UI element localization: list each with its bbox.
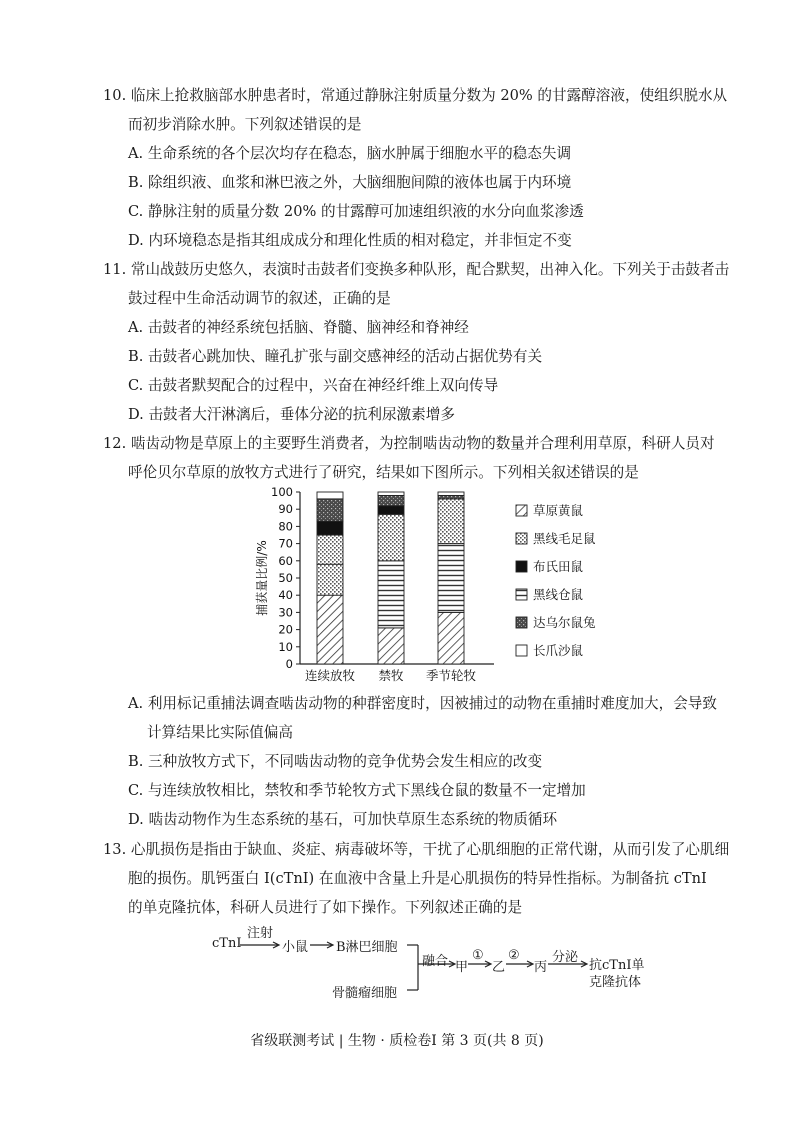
q10-option-b: B. 除组织液、血浆和淋巴液之外，大脑细胞间隙的液体也属于内环境 [128,174,572,191]
flow-bing: 丙 [534,960,548,975]
q13-stem-line2: 胞的损伤。肌钙蛋白 I(cTnI) 在血液中含量上升是心肌损伤的特异性指标。为制备抗 cTnI [128,870,707,887]
q12-option-d: D. 啮齿动物作为生态系统的基石，可加快草原生态系统的物质循环 [128,811,558,828]
bar-segment [378,514,404,560]
legend-label: 黑线毛足鼠 [533,531,596,546]
bar-segment [438,499,464,544]
q10-option-c: C. 静脉注射的质量分数 20% 的甘露醇可加速组织液的水分向血浆渗透 [128,203,584,220]
q12-stem-line1: 12. 啮齿动物是草原上的主要野生消费者，为控制啮齿动物的数量并合理利用草原，科研人员对 [103,435,715,452]
bar-segment [317,492,343,499]
flow-antibody-line2: 克隆抗体 [589,975,642,990]
bar-segment [317,521,343,535]
legend-swatch [516,589,527,600]
y-axis-label: 捕获量比例/% [255,540,269,616]
q12-option-b: B. 三种放牧方式下，不同啮齿动物的竞争优势会发生相应的改变 [128,753,543,770]
bar-segment [438,492,464,495]
legend-swatch [516,561,527,572]
bar-segment [317,499,343,521]
legend-label: 草原黄鼠 [533,503,584,518]
bar-segment [378,492,404,495]
y-tick-label: 20 [278,622,293,637]
q11-option-d: D. 击鼓者大汗淋漓后，垂体分泌的抗利尿激素增多 [128,406,455,423]
legend-swatch [516,533,527,544]
y-tick-label: 60 [278,553,293,568]
q12-option-a-line1: A. 利用标记重捕法调查啮齿动物的种群密度时，因被捕过的动物在重捕时难度加大，会导致 [128,695,717,712]
q11-option-c: C. 击鼓者默契配合的过程中，兴奋在神经纤维上双向传导 [128,377,499,394]
y-tick-label: 80 [278,519,293,534]
q12-option-c: C. 与连续放牧相比，禁牧和季节轮牧方式下黑线仓鼠的数量不一定增加 [128,782,586,799]
q13-stem-line3: 的单克隆抗体，科研人员进行了如下操作。下列叙述正确的是 [128,899,523,916]
flow-step1: ① [472,948,484,963]
legend-label: 布氏田鼠 [533,559,584,574]
q10-stem-line2: 而初步消除水肿。下列叙述错误的是 [128,116,362,133]
flow-jia: 甲 [455,960,469,975]
bar-segment [438,612,464,664]
y-tick-label: 30 [278,605,293,620]
q10-option-d: D. 内环境稳态是指其组成成分和理化性质的相对稳定，并非恒定不变 [128,232,572,249]
bar-segment [317,595,343,664]
legend-label: 黑线仓鼠 [533,587,584,602]
y-tick-label: 90 [278,502,293,517]
y-tick-label: 70 [278,536,293,551]
q12-option-a-line2: 计算结果比实际值偏高 [147,724,293,741]
q13-stem-line1: 13. 心肌损伤是指由于缺血、炎症、病毒破坏等，干扰了心肌细胞的正常代谢，从而引发了心肌细 [103,841,730,858]
q11-option-a: A. 击鼓者的神经系统包括脑、脊髓、脑神经和脊神经 [128,319,469,336]
legend-swatch [516,505,527,516]
y-tick-label: 100 [271,485,293,499]
flow-antibody-line1: 抗cTnI单 [589,958,645,973]
legend-swatch [516,617,527,628]
bar-segment [378,506,404,515]
q10-option-a: A. 生命系统的各个层次均存在稳态，脑水肿属于细胞水平的稳态失调 [128,145,572,162]
bar-segment [378,561,404,628]
legend-swatch [516,645,527,656]
x-tick-label: 连续放牧 [304,668,356,683]
q10-stem-line1: 10. 临床上抢救脑部水肿患者时，常通过静脉注射质量分数为 20% 的甘露醇溶液，使组织脱水从 [103,87,728,104]
flow-fuse-label: 融合 [422,954,449,969]
flow-yi: 乙 [492,960,506,975]
flow-step2: ② [508,948,520,963]
y-tick-label: 0 [285,657,293,671]
page-footer: 省级联测考试 | 生物 · 质检卷Ⅰ 第 3 页(共 8 页) [250,1033,544,1049]
flow-b-cell: B淋巴细胞 [336,940,398,955]
y-tick-label: 10 [278,639,293,654]
q11-stem-line1: 11. 常山战鼓历史悠久，表演时击鼓者们变换多种队形，配合默契，出神入化。下列关于击鼓者击 [103,261,730,278]
bar-segment [438,544,464,613]
bar-segment [438,495,464,498]
bar-segment [378,628,404,664]
y-tick-label: 50 [278,571,293,585]
x-tick-label: 禁牧 [378,668,404,683]
q11-stem-line2: 鼓过程中生命活动调节的叙述，正确的是 [128,290,391,307]
flow-myeloma: 骨髓瘤细胞 [332,986,398,1001]
antibody-flow-diagram [200,920,660,1010]
bar-segment [317,535,343,564]
q11-option-b: B. 击鼓者心跳加快、瞳孔扩张与副交感神经的活动占据优势有关 [128,348,543,365]
bar-segment [317,564,343,595]
rodent-capture-chart [250,483,630,688]
q12-stem-line2: 呼伦贝尔草原的放牧方式进行了研究，结果如下图所示。下列相关叙述错误的是 [128,464,639,481]
flow-inject-label: 注射 [247,926,274,941]
flow-ctni: cTnI [212,936,242,951]
bar-segment [378,495,404,505]
legend-label: 达乌尔鼠兔 [533,615,596,630]
x-tick-label: 季节轮牧 [425,668,477,683]
y-tick-label: 40 [278,588,293,603]
flow-secrete-label: 分泌 [552,950,579,965]
flow-mouse: 小鼠 [282,940,309,955]
legend-label: 长爪沙鼠 [533,643,584,658]
